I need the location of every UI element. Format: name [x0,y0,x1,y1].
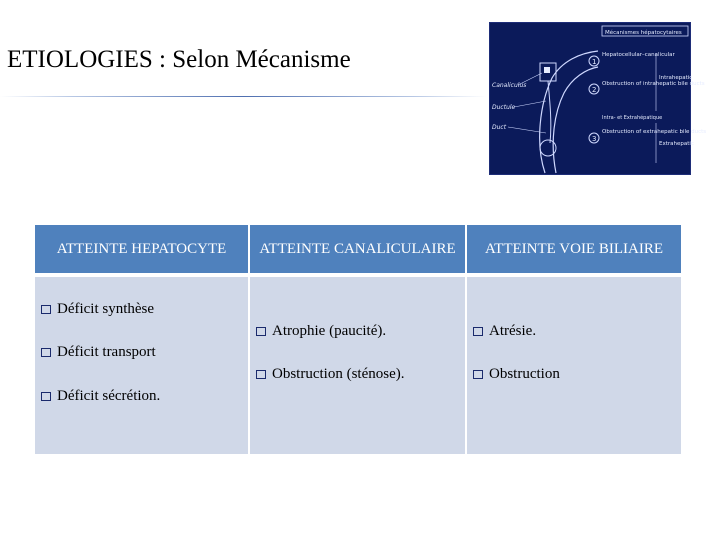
intra-extra-label: Intra- et Extrahépatique [602,115,663,121]
list-item-text: Obstruction [489,366,560,382]
square-bullet-icon [41,348,51,357]
list-item [473,323,536,340]
diagram-top-label: Mécanismes hépatocytaires [605,30,682,36]
cell-canaliculaire [250,277,465,454]
svg-text:2: 2 [592,86,597,94]
intrahepatic-label: Intrahepatic [659,75,693,81]
square-bullet-icon [41,305,51,314]
square-bullet-icon [473,327,483,336]
list-item-text: Déficit synthèse [57,301,155,317]
title-underline [0,96,486,97]
square-bullet-icon [256,327,266,336]
list-item-text: Déficit transport [57,344,156,360]
list-item-text: Déficit sécrétion. [57,388,161,404]
slide-title: ETIOLOGIES : Selon Mécanisme [7,46,351,73]
canaliculus-label: Canaliculus [492,82,527,89]
item-1-label: Hepatocellular–canalicular [602,52,675,58]
ductule-label: Ductule [492,104,516,111]
item-3-label: Obstruction of extrahepatic bile ducts [602,129,707,135]
square-bullet-icon [256,370,266,379]
list-item [41,388,160,405]
header-hepatocyte: ATTEINTE HEPATOCYTE [35,225,248,273]
list-item [41,344,156,361]
header-voie-biliaire: ATTEINTE VOIE BILIAIRE [467,225,681,273]
list-item-text: Atrésie. [489,323,537,339]
list-item [256,323,386,340]
list-item [41,301,154,318]
bile-duct-diagram [489,22,707,175]
list-item-text: Atrophie (paucité). [272,323,387,339]
duct-label: Duct [492,124,507,131]
cell-voie-biliaire [467,277,681,454]
list-item [473,366,560,383]
square-bullet-icon [473,370,483,379]
list-item-text: Obstruction (sténose). [272,366,405,382]
cell-hepatocyte [35,277,248,454]
svg-text:1: 1 [592,58,597,66]
list-item [256,366,404,383]
etiology-table [35,225,681,454]
svg-text:3: 3 [592,135,597,143]
square-bullet-icon [41,392,51,401]
extrahepatic-label: Extrahepatic [659,141,694,147]
header-canaliculaire: ATTEINTE CANALICULAIRE [250,225,465,273]
item-2-label: Obstruction of intrahepatic bile ducts [602,81,705,87]
